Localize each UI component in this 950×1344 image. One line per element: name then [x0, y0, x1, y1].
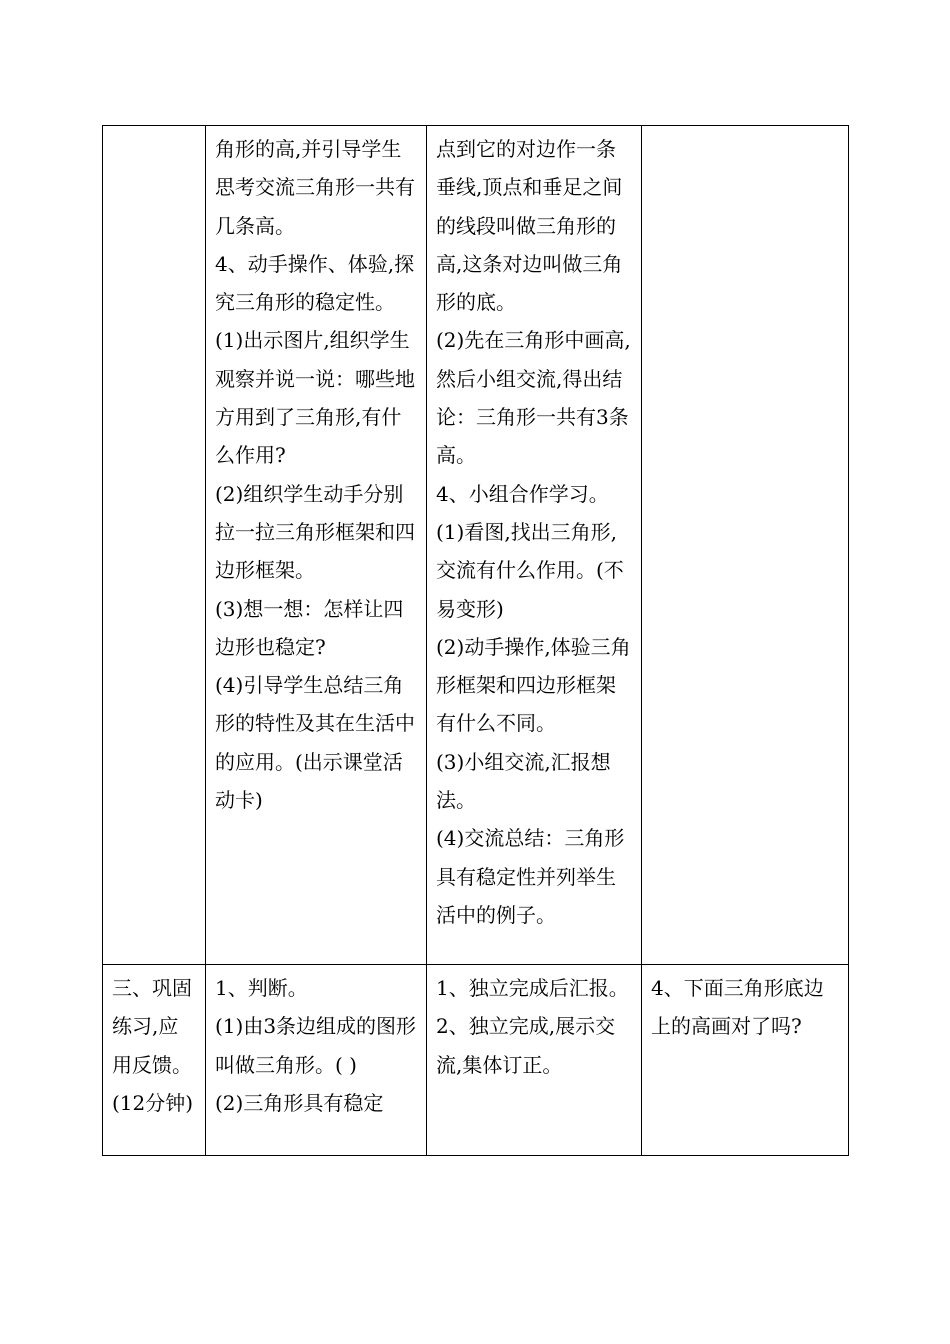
notes-cell [642, 965, 849, 1156]
paragraph: (4)引导学生总结三角形的特性及其在生活中的应用。(出示课堂活动卡) [215, 673, 415, 813]
paragraph: 2、独立完成,展示交流,集体订正。 [436, 1014, 616, 1077]
paragraph: (1)看图,找出三角形,交流有什么作用。(不易变形) [436, 519, 624, 621]
paragraph: (2)三角形具有稳定 [215, 1090, 384, 1115]
student-activity-cell [427, 965, 642, 1156]
teacher-activity-cell [206, 126, 427, 965]
paragraph: 1、独立完成后汇报。 [436, 976, 629, 1000]
paragraph: (4)交流总结：三角形具有稳定性并列举生活中的例子。 [436, 826, 625, 927]
stage-cell [103, 126, 206, 965]
paragraph: 三、巩固练习,应用反馈。(12分钟) [112, 976, 194, 1115]
paragraph: (2)组织学生动手分别拉一拉三角形框架和四边形框架。 [215, 481, 415, 583]
paragraph: (3)小组交流,汇报想法。 [436, 749, 611, 813]
paragraph: 4、下面三角形底边上的高画对了吗? [651, 976, 824, 1039]
paragraph: (2)动手操作,体验三角形框架和四边形框架有什么不同。 [436, 634, 631, 736]
paragraph: (2)先在三角形中画高,然后小组交流,得出结论：三角形一共有3条高。 [436, 328, 631, 468]
paragraph: 点到它的对边作一条垂线,顶点和垂足之间的线段叫做三角形的高,这条对边叫做三角形的底。 [436, 137, 623, 315]
paragraph: 4、小组合作学习。 [436, 481, 609, 506]
paragraph: 1、判断。 [215, 976, 308, 1000]
student-activity-cell [427, 126, 642, 965]
notes-cell [642, 126, 849, 965]
stage-cell [103, 965, 206, 1156]
table-row [103, 126, 849, 965]
lesson-plan-table [102, 125, 849, 1156]
paragraph: (1)由3条边组成的图形叫做三角形。( ) [215, 1014, 417, 1077]
paragraph: (1)出示图片,组织学生观察并说一说：哪些地方用到了三角形,有什么作用? [215, 328, 415, 468]
teacher-activity-cell [206, 965, 427, 1156]
paragraph: (3)想一想：怎样让四边形也稳定? [215, 596, 404, 659]
paragraph: 角形的高,并引导学生思考交流三角形一共有几条高。 [215, 137, 415, 238]
paragraph: 4、动手操作、体验,探究三角形的稳定性。 [215, 251, 415, 315]
table-row [103, 965, 849, 1156]
